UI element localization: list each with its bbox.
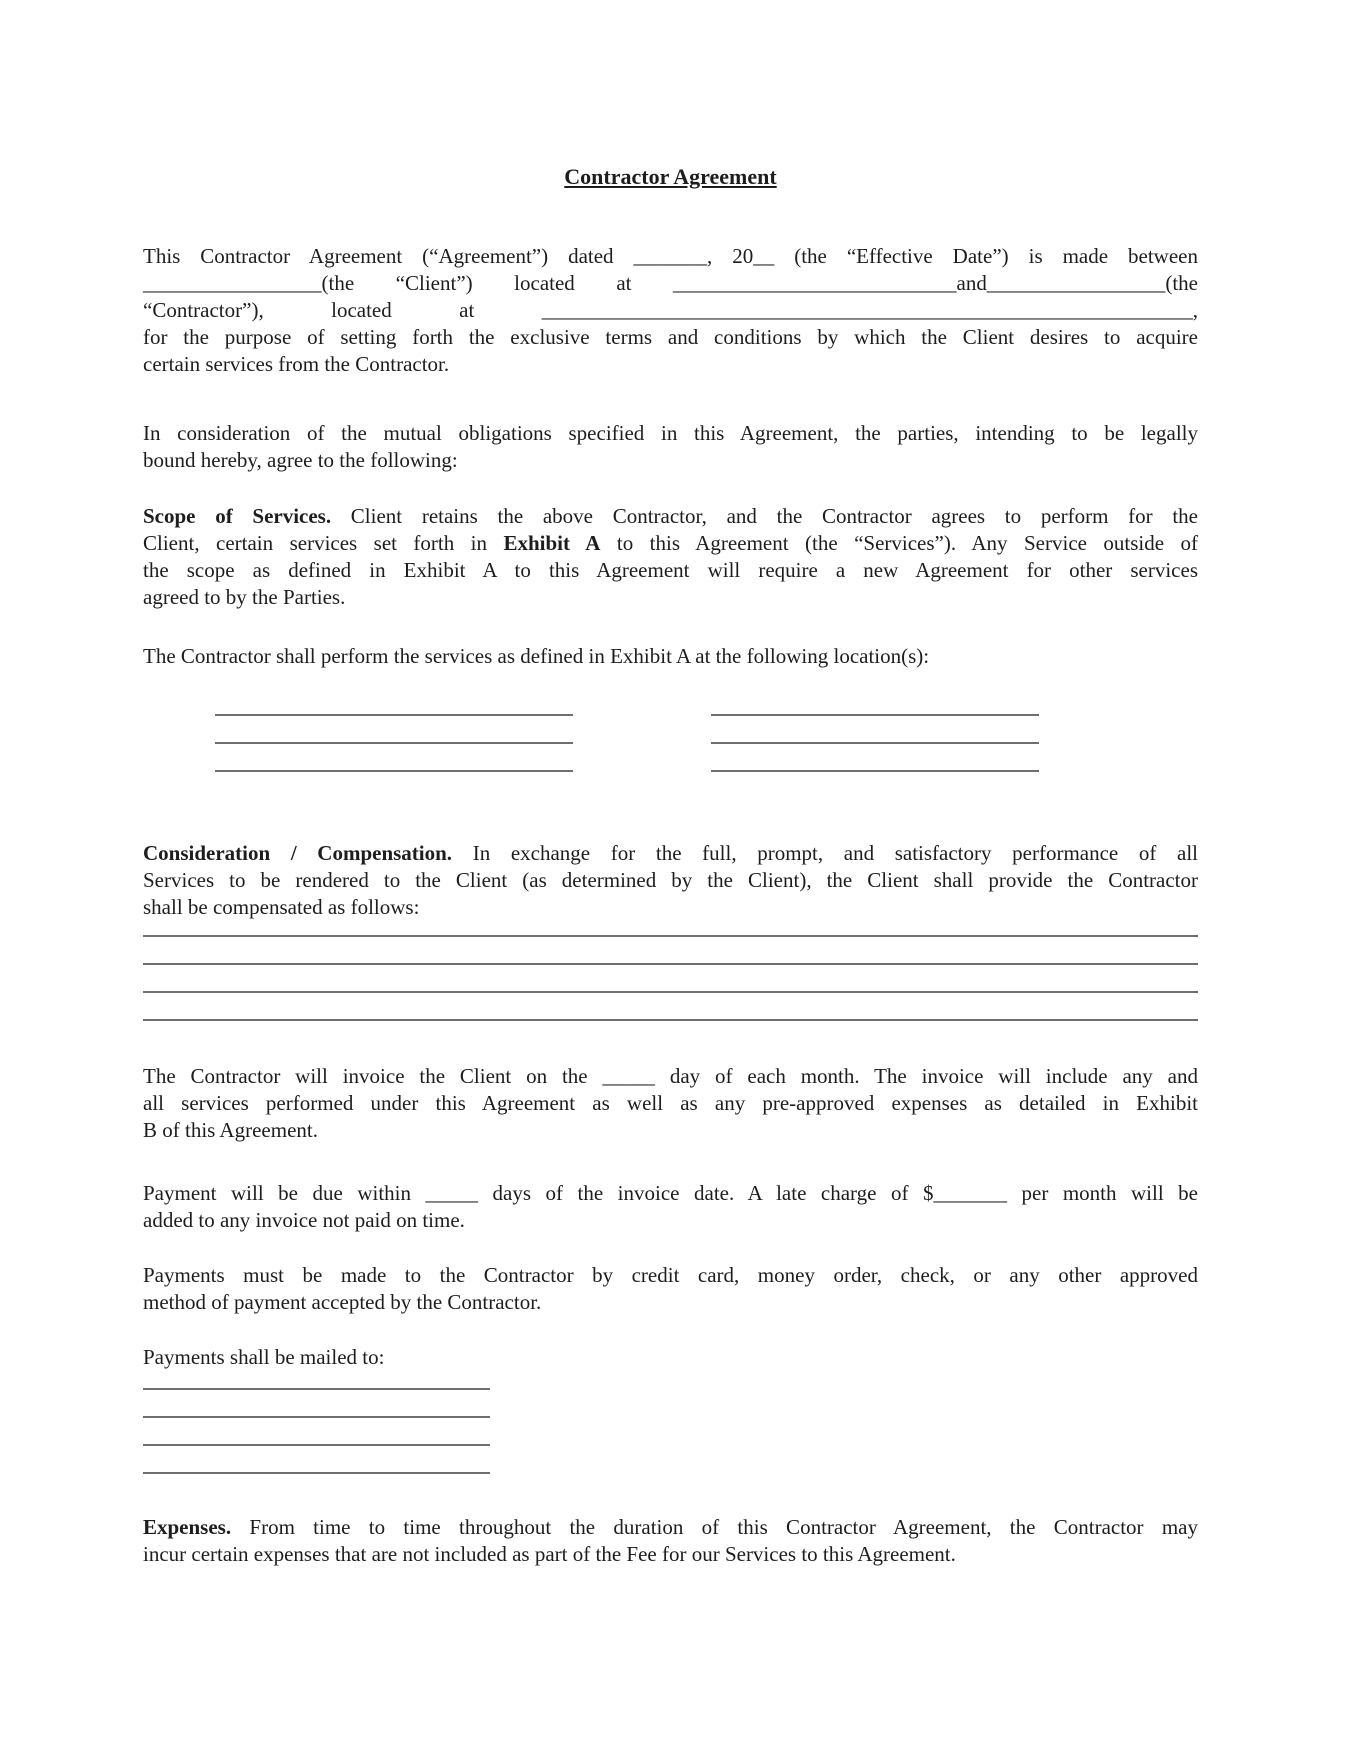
location-lines-left-column bbox=[215, 688, 573, 772]
blank-line bbox=[215, 744, 573, 772]
text-segment: From time to time throughout the duration of this Contractor Agreement, the Contractor may bbox=[231, 1515, 1198, 1539]
text-line bbox=[143, 557, 1198, 584]
document-title: Contractor Agreement bbox=[564, 164, 777, 189]
blank-line bbox=[711, 744, 1039, 772]
text-segment: bound hereby, agree to the following: bbox=[143, 448, 458, 472]
location-lines-right-column bbox=[711, 688, 1039, 772]
mailing-intro-paragraph bbox=[143, 1344, 1198, 1371]
text-segment: The Contractor will invoice the Client on the _____ day of each month. The invoice will include any and bbox=[143, 1064, 1198, 1088]
bold-text-segment: Exhibit A bbox=[503, 531, 601, 555]
payment-due-paragraph bbox=[143, 1180, 1198, 1234]
text-segment: shall be compensated as follows: bbox=[143, 895, 420, 919]
text-segment: Payments shall be mailed to: bbox=[143, 1345, 385, 1369]
text-segment: Client retains the above Contractor, and the Contractor agrees to perform for the bbox=[331, 504, 1198, 528]
text-segment: Client, certain services set forth in bbox=[143, 531, 504, 555]
service-locations-intro-paragraph bbox=[143, 643, 1198, 670]
text-line bbox=[143, 1207, 1198, 1234]
text-line bbox=[143, 297, 1198, 324]
text-segment: to this Agreement (the “Services”). Any Service outside of bbox=[600, 531, 1198, 555]
text-segment: In consideration of the mutual obligations specified in this Agreement, the parties, intending to be legally bbox=[143, 421, 1198, 445]
text-line bbox=[143, 1344, 1198, 1371]
text-segment: _________________(the “Client”) located at ___________________________and_________________(the bbox=[143, 271, 1198, 295]
text-line bbox=[143, 420, 1198, 447]
text-segment: added to any invoice not paid on time. bbox=[143, 1208, 465, 1232]
expenses-paragraph bbox=[143, 1514, 1198, 1568]
text-line bbox=[143, 1063, 1198, 1090]
text-line bbox=[143, 1541, 1198, 1568]
blank-line bbox=[215, 688, 573, 716]
scope-of-services-paragraph bbox=[143, 503, 1198, 611]
bold-text-segment: Scope of Services. bbox=[143, 504, 332, 528]
text-segment: The Contractor shall perform the services as defined in Exhibit A at the following location(s): bbox=[143, 644, 930, 668]
text-segment: Services to be rendered to the Client (as determined by the Client), the Client shall provide the Contractor bbox=[143, 868, 1198, 892]
text-line bbox=[143, 584, 1198, 611]
invoice-paragraph bbox=[143, 1063, 1198, 1144]
blank-line bbox=[143, 1418, 490, 1446]
compensation-fill-lines bbox=[143, 909, 1198, 1021]
text-line bbox=[143, 840, 1198, 867]
payment-method-paragraph bbox=[143, 1262, 1198, 1316]
text-segment: for the purpose of setting forth the exclusive terms and conditions by which the Client desires to acquire bbox=[143, 325, 1198, 349]
blank-line bbox=[711, 688, 1039, 716]
text-line bbox=[143, 351, 1198, 378]
bold-text-segment: Consideration / Compensation. bbox=[143, 841, 453, 865]
blank-line bbox=[143, 937, 1198, 965]
text-line bbox=[143, 1289, 1198, 1316]
intro-paragraph bbox=[143, 243, 1198, 378]
text-segment: Payments must be made to the Contractor by credit card, money order, check, or any other approved bbox=[143, 1263, 1198, 1287]
text-line bbox=[143, 1117, 1198, 1144]
text-line bbox=[143, 270, 1198, 297]
text-segment: certain services from the Contractor. bbox=[143, 352, 450, 376]
text-segment: Payment will be due within _____ days of the invoice date. A late charge of $_______ per month will be bbox=[143, 1181, 1198, 1205]
text-segment: agreed to by the Parties. bbox=[143, 585, 346, 609]
text-line bbox=[143, 643, 1198, 670]
service-location-fill-lines bbox=[143, 688, 1198, 772]
blank-line bbox=[143, 1390, 490, 1418]
blank-line bbox=[711, 716, 1039, 744]
text-segment: incur certain expenses that are not included as part of the Fee for our Services to this Agreement. bbox=[143, 1542, 956, 1566]
text-line bbox=[143, 324, 1198, 351]
blank-line bbox=[143, 993, 1198, 1021]
blank-line bbox=[143, 965, 1198, 993]
bold-text-segment: Expenses. bbox=[143, 1515, 232, 1539]
mutual-obligations-paragraph bbox=[143, 420, 1198, 474]
text-line bbox=[143, 1090, 1198, 1117]
text-line bbox=[143, 1180, 1198, 1207]
text-line bbox=[143, 243, 1198, 270]
text-segment: the scope as defined in Exhibit A to this Agreement will require a new Agreement for other services bbox=[143, 558, 1198, 582]
text-line bbox=[143, 530, 1198, 557]
text-line bbox=[143, 1514, 1198, 1541]
text-segment: This Contractor Agreement (“Agreement”) dated _______, 20__ (the “Effective Date”) is made between bbox=[143, 244, 1198, 268]
text-segment: B of this Agreement. bbox=[143, 1118, 318, 1142]
blank-line bbox=[215, 716, 573, 744]
text-line bbox=[143, 503, 1198, 530]
text-line bbox=[143, 447, 1198, 474]
text-segment: “Contractor”), located at ______________________________________________________________, bbox=[143, 298, 1198, 322]
text-segment: all services performed under this Agreement as well as any pre-approved expenses as detailed in Exhibit bbox=[143, 1091, 1198, 1115]
text-line bbox=[143, 867, 1198, 894]
blank-line bbox=[143, 1446, 490, 1474]
text-line bbox=[143, 1262, 1198, 1289]
text-segment: method of payment accepted by the Contractor. bbox=[143, 1290, 542, 1314]
text-segment: In exchange for the full, prompt, and satisfactory performance of all bbox=[452, 841, 1198, 865]
mailing-address-fill-lines bbox=[143, 1362, 490, 1474]
